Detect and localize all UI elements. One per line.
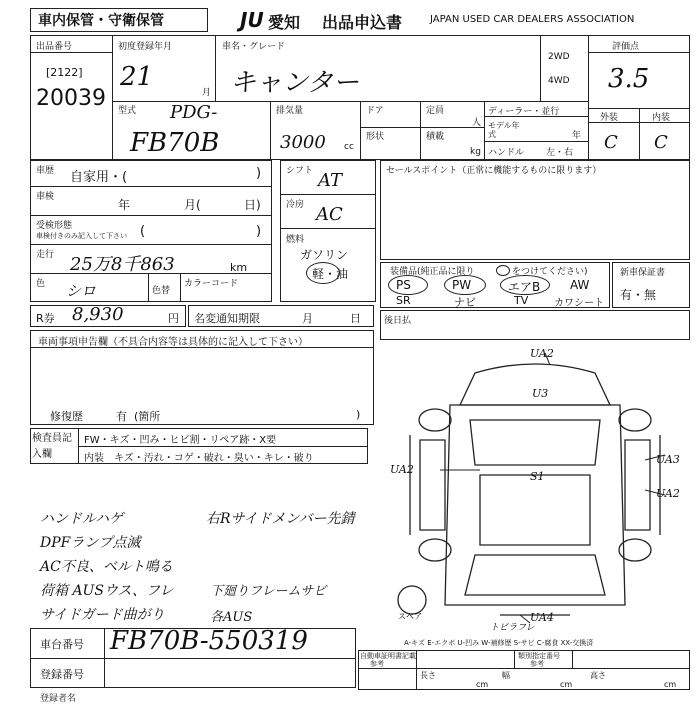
dim-length-unit: cm xyxy=(476,680,489,689)
color-code-label: カラーコード xyxy=(184,279,239,289)
spare-label: スペア xyxy=(398,612,422,621)
logo-mark: JU xyxy=(240,8,264,32)
dim-height: 高さ xyxy=(590,671,606,680)
dim-length: 長さ xyxy=(420,671,436,680)
equip-ps: PS xyxy=(396,278,411,292)
mark-u3: U3 xyxy=(532,387,549,400)
color-value: シロ xyxy=(66,282,97,300)
equip-wseat: カワシート xyxy=(554,298,604,309)
circle-airbag xyxy=(500,275,550,295)
postscript-label: 後日払 xyxy=(384,316,412,326)
shift-label: シフト xyxy=(286,166,314,176)
dim-label-1b: 参考 xyxy=(370,660,384,668)
displacement-unit: cc xyxy=(344,142,354,152)
storage-label: 車内保管・守衛保管 xyxy=(38,13,164,29)
repair-close: ) xyxy=(356,408,361,421)
name-change-day: 日 xyxy=(350,312,361,325)
equipment-circle-sample xyxy=(496,265,510,276)
reg-number-label: 登録番号 xyxy=(40,668,84,681)
transfer-open: ( xyxy=(140,224,146,239)
inspector-row2: キズ・汚れ・コゲ・破れ・臭い・キレ・破り xyxy=(114,453,314,464)
model-year-unit: 年 xyxy=(572,131,582,141)
tire-label: トビラフレ xyxy=(490,623,535,633)
inspection-label: 車検 xyxy=(36,192,55,202)
lot-number: 20039 xyxy=(36,86,106,111)
mark-ua2-right: UA2 xyxy=(656,487,680,500)
car-name-value: キャンター xyxy=(230,68,359,98)
transfer-label: 受検形態 xyxy=(36,221,73,231)
report-label: 車両事項申告欄（不具合内容等は具体的に記入して下さい） xyxy=(38,337,308,348)
damage-legend: A-キズ E-エクボ U-凹み W-補修歴 S-サビ C-腐食 XX-交換済 xyxy=(404,639,594,647)
repair-label: 修復歴 xyxy=(50,410,83,423)
fuel-label: 燃料 xyxy=(286,235,305,245)
fuel-circle xyxy=(306,262,340,284)
doors-label: ドア xyxy=(366,106,384,116)
transfer-note: 車検付きのみ記入して下さい xyxy=(36,232,127,240)
logo-text: 愛知 xyxy=(268,13,301,32)
mileage-unit: km xyxy=(230,261,248,274)
ext-value: C xyxy=(604,132,618,153)
equipment-label: 装備品(純正品に限り xyxy=(390,267,475,277)
inspection-day: 日) xyxy=(244,198,261,212)
recycle-value: 8,930 xyxy=(72,304,124,325)
aircon-value: AC xyxy=(316,204,343,225)
inspector-row1: FW・キズ・凹み・ヒビ割・リペア跡・X要 xyxy=(84,435,277,446)
form-title: 出品申込書 xyxy=(322,13,403,32)
equip-sr: SR xyxy=(396,294,411,307)
fuel-value: ガソリン xyxy=(300,248,349,262)
color-change-label: 色替 xyxy=(152,286,171,296)
model-label: 型式 xyxy=(118,106,137,116)
equip-aw: AW xyxy=(570,278,590,292)
equip-airbag: エアB xyxy=(508,280,541,294)
dealer-label: ディーラー・並行 xyxy=(488,107,560,117)
lot-sub: [2122] xyxy=(46,66,83,79)
note-3: AC不良、ベルト鳴る xyxy=(40,559,173,575)
sales-point-label: セールスポイント（正常に機能するものに限ります） xyxy=(386,166,602,176)
dim-height-unit: cm xyxy=(664,680,677,689)
equip-tv: TV xyxy=(514,294,529,307)
handle-label: ハンドル xyxy=(488,148,525,158)
note-6: 右Rサイドメンバー先錆 xyxy=(206,511,355,527)
dim-label-2: 類別指定番号 xyxy=(518,652,560,660)
inspector-row2-prefix: 内装 xyxy=(84,453,104,464)
dim-label-2b: 参考 xyxy=(530,660,544,668)
lot-label: 出品番号 xyxy=(36,42,73,52)
mark-s1: S1 xyxy=(530,470,545,483)
load-unit: kg xyxy=(470,147,481,157)
int-value: C xyxy=(654,132,668,153)
mark-ua2-top: UA2 xyxy=(530,347,554,360)
capacity-unit: 人 xyxy=(472,118,482,128)
note-7: 下廻りフレームサビ xyxy=(210,584,327,599)
inspection-year: 年 xyxy=(118,198,131,212)
recycle-unit: 円 xyxy=(168,312,179,325)
warranty-label: 新車保証書 xyxy=(620,268,666,278)
chassis-label: 車台番号 xyxy=(40,638,84,651)
score-label: 評価点 xyxy=(612,42,640,52)
repair-value: 有 xyxy=(116,410,127,423)
model-year-label: モデル年式 xyxy=(488,121,520,139)
note-4: 荷箱 AUSウス、フレ xyxy=(40,583,174,599)
mileage-label: 走行 xyxy=(36,250,55,260)
history-close: ) xyxy=(256,166,262,181)
ext-label: 外装 xyxy=(600,113,619,123)
first-reg-value: 21 xyxy=(120,62,154,92)
load-label: 積載 xyxy=(426,132,445,142)
transfer-close: ) xyxy=(256,224,262,239)
fuel-options: 軽・油 xyxy=(312,267,349,281)
circle-pw xyxy=(444,275,486,295)
car-name-label: 車名・グレード xyxy=(222,42,286,52)
equip-pw: PW xyxy=(452,278,472,292)
postscript-box xyxy=(380,310,690,340)
warranty-options: 有・無 xyxy=(620,288,657,302)
equip-navi: ナビ xyxy=(454,296,476,309)
displacement-value: 3000 xyxy=(280,132,326,153)
aircon-label: 冷房 xyxy=(286,200,305,210)
model-line1: PDG- xyxy=(170,102,218,123)
inspection-month: 月( xyxy=(184,198,201,212)
note-5: サイドガード曲がり xyxy=(40,607,165,623)
note-8: 各AUS xyxy=(210,610,253,625)
owner-label: 登録者名 xyxy=(40,694,77,704)
mileage-value: 25万8千863 xyxy=(70,254,175,275)
dim-width-unit: cm xyxy=(560,680,573,689)
score-value: 3.5 xyxy=(608,64,650,94)
dim-label-1: 自動車証明書記載 xyxy=(360,652,416,660)
drive-4wd: 4WD xyxy=(548,76,570,86)
drive-2wd: 2WD xyxy=(548,52,570,62)
repair-place: (箇所 xyxy=(134,410,161,423)
name-change-month: 月 xyxy=(302,312,313,325)
chassis-value: FB70B-550319 xyxy=(110,626,308,656)
capacity-label: 定員 xyxy=(426,106,445,116)
note-1: ハンドルハゲ xyxy=(40,511,124,527)
color-label: 色 xyxy=(36,279,46,289)
handle-options: 左・右 xyxy=(546,148,574,158)
car-diagram xyxy=(380,345,690,635)
shift-value: AT xyxy=(318,170,343,191)
name-change-label: 名変通知期限 xyxy=(194,312,260,325)
dim-width: 幅 xyxy=(502,671,510,680)
displacement-label: 排気量 xyxy=(276,106,304,116)
mark-ua4: UA4 xyxy=(530,611,554,624)
first-reg-label: 初度登録年月 xyxy=(118,42,173,52)
history-label: 車歴 xyxy=(36,166,55,176)
shape-label: 形状 xyxy=(366,132,385,142)
inspector-label: 検査員記入欄 xyxy=(32,433,72,460)
circle-ps xyxy=(388,275,428,295)
model-line2: FB70B xyxy=(130,128,220,158)
first-reg-unit: 月 xyxy=(202,88,212,98)
mark-ua3: UA3 xyxy=(656,453,680,466)
form-title-en: JAPAN USED CAR DEALERS ASSOCIATION xyxy=(430,14,635,25)
int-label: 内装 xyxy=(652,113,671,123)
recycle-label: R券 xyxy=(36,312,55,325)
mark-ua2-left: UA2 xyxy=(390,463,414,476)
history-value: 自家用・( xyxy=(70,170,128,185)
equipment-label-2: をつけてください) xyxy=(512,267,588,277)
note-2: DPFランプ点滅 xyxy=(40,535,141,551)
